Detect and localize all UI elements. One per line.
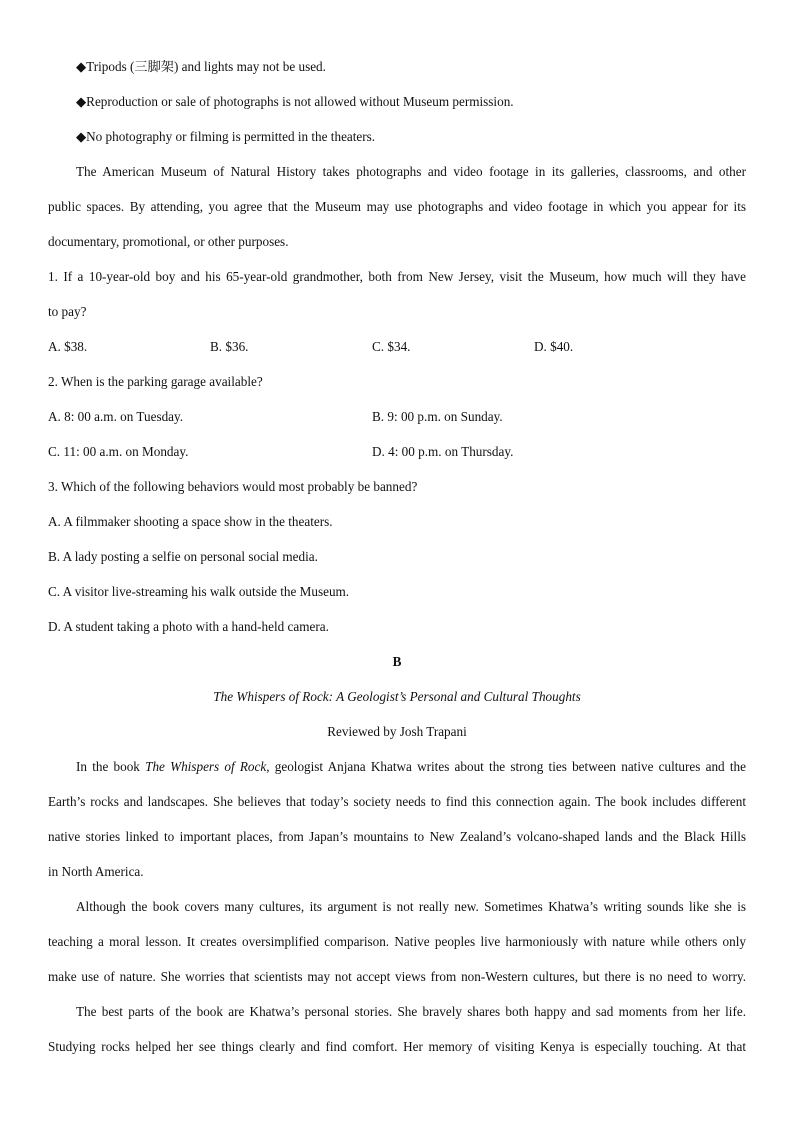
p1-prefix: In the book: [76, 759, 146, 774]
q3-option-c: C. A visitor live-streaming his walk outside the Museum.: [48, 584, 350, 599]
book-review-title: The Whispers of Rock: A Geologist’s Personal and Cultural Thoughts: [213, 689, 581, 704]
rule-tripods: ◆Tripods (三脚架) and lights may not be used.: [76, 59, 326, 74]
q2-option-d: D. 4: 00 p.m. on Thursday.: [372, 444, 514, 459]
paragraph-1-line-3: native stories linked to important places, from Japan’s mountains to New Zealand’s volcano-shaped lands and the Black Hills: [48, 829, 746, 844]
p1-book-title: The Whispers of Rock: [145, 759, 267, 774]
paragraph-3-line-1: The best parts of the book are Khatwa’s personal stories. She bravely shares both happy and sad moments from her life.: [76, 1004, 746, 1019]
q1-option-c: C. $34.: [372, 339, 411, 354]
notice-line-1: The American Museum of Natural History takes photographs and video footage in its galleries, classrooms, and other: [76, 164, 746, 179]
q2-option-b: B. 9: 00 p.m. on Sunday.: [372, 409, 503, 424]
q1-option-b: B. $36.: [210, 339, 249, 354]
question-1-options: [48, 329, 746, 364]
rule-theaters: ◆No photography or filming is permitted in the theaters.: [76, 129, 376, 144]
q1-option-a: A. $38.: [48, 339, 88, 354]
q3-option-b: B. A lady posting a selfie on personal social media.: [48, 549, 318, 564]
q2-option-c: C. 11: 00 a.m. on Monday.: [48, 444, 189, 459]
q1-option-d: D. $40.: [534, 339, 574, 354]
q3-option-d: D. A student taking a photo with a hand-held camera.: [48, 619, 329, 634]
notice-line-3: documentary, promotional, or other purposes.: [48, 234, 289, 249]
question-1-line-2: to pay?: [48, 304, 87, 319]
q3-option-a: A. A filmmaker shooting a space show in the theaters.: [48, 514, 333, 529]
question-2-stem: 2. When is the parking garage available?: [48, 374, 263, 389]
paragraph-3-line-2: Studying rocks helped her see things clearly and find comfort. Her memory of visiting Kenya is especially touching. At that: [48, 1039, 746, 1054]
document-page: [48, 49, 746, 1064]
question-2-options-row-1: [48, 399, 746, 434]
paragraph-2-line-3: make use of nature. She worries that scientists may not accept views from non-Western cultures, but there is no need to worry.: [48, 969, 746, 984]
rule-reproduction: ◆Reproduction or sale of photographs is not allowed without Museum permission.: [76, 94, 514, 109]
paragraph-2-line-2: teaching a moral lesson. It creates oversimplified comparison. Native peoples live harmoniously with nature while others only: [48, 934, 746, 949]
notice-line-2: public spaces. By attending, you agree that the Museum may use photographs and video footage in which you appear for its: [48, 199, 746, 214]
paragraph-1-line-2: Earth’s rocks and landscapes. She believes that today’s society needs to find this connection again. The book includes different: [48, 794, 746, 809]
paragraph-1-line-4: in North America.: [48, 864, 144, 879]
paragraph-2-line-1: Although the book covers many cultures, its argument is not really new. Sometimes Khatwa’s writing sounds like she is: [76, 899, 746, 914]
q2-option-a: A. 8: 00 a.m. on Tuesday.: [48, 409, 184, 424]
question-2-options-row-2: [48, 434, 746, 469]
question-1-line-1: 1. If a 10-year-old boy and his 65-year-old grandmother, both from New Jersey, visit the Museum, how much will they have: [48, 269, 746, 284]
paragraph-1-line-1: [48, 749, 746, 784]
question-3-stem: 3. Which of the following behaviors would most probably be banned?: [48, 479, 418, 494]
reviewer-byline: Reviewed by Josh Trapani: [327, 724, 467, 739]
p1-suffix: , geologist Anjana Khatwa writes about the strong ties between native cultures and the: [266, 759, 746, 774]
section-letter: B: [392, 654, 402, 669]
